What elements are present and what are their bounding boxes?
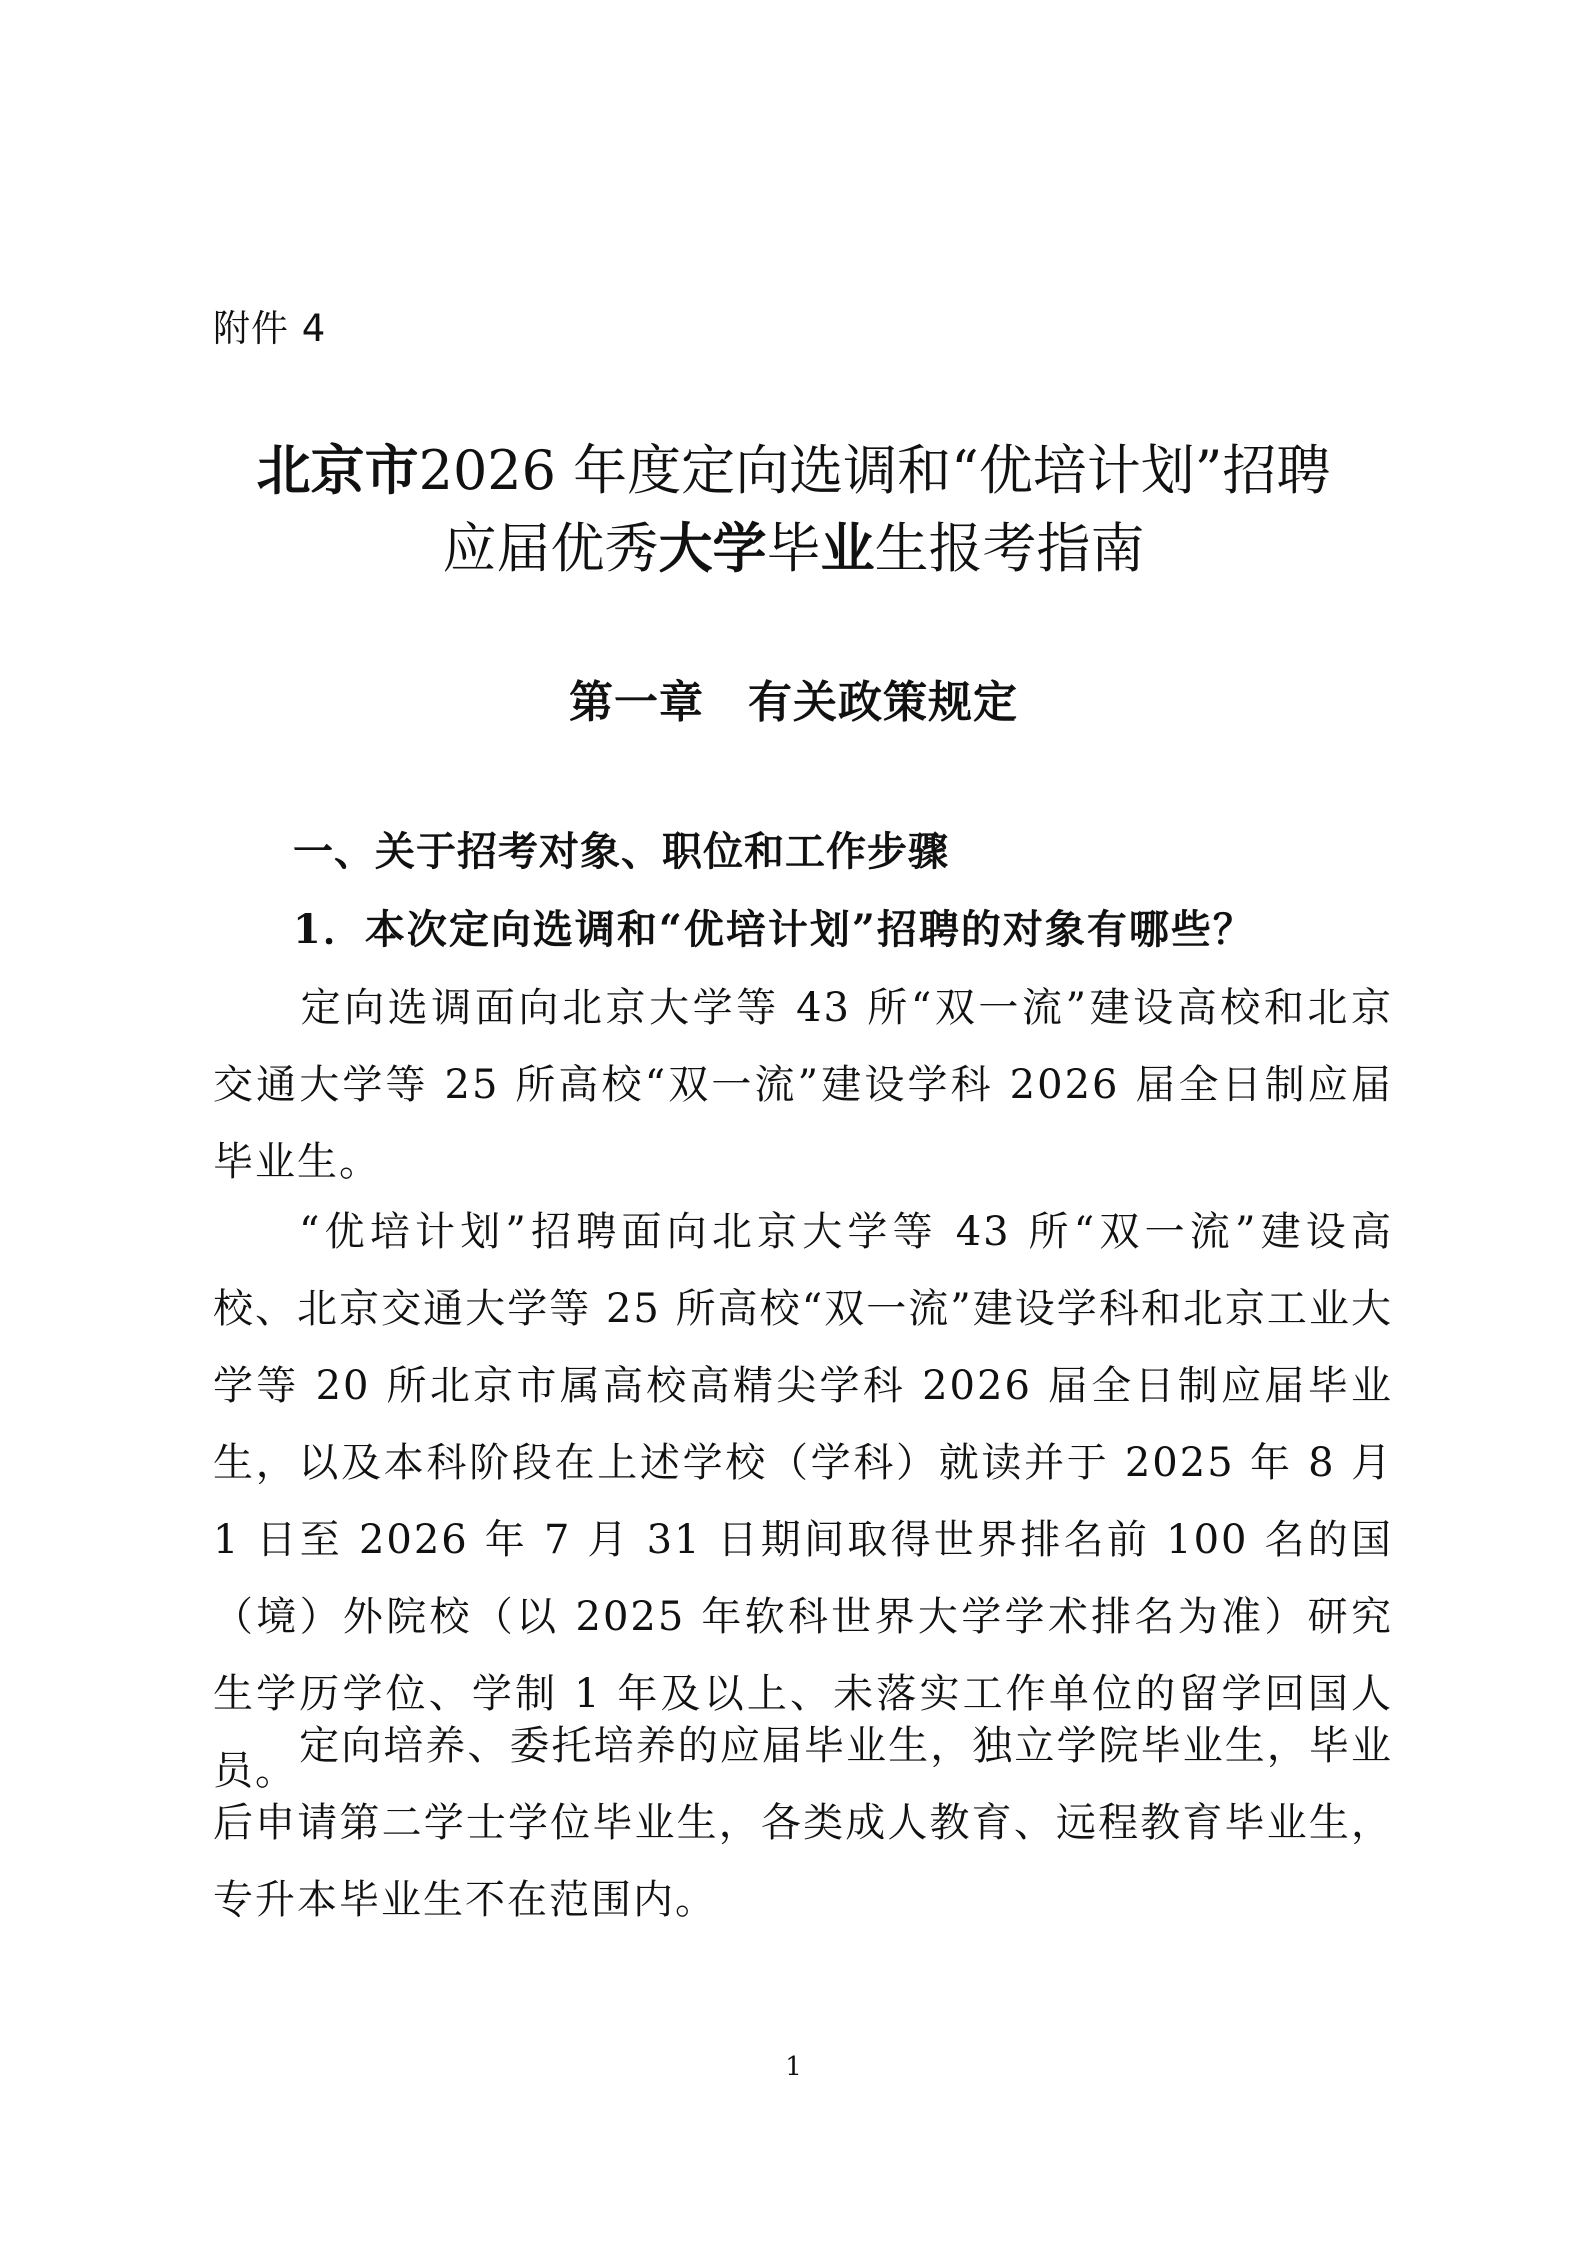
title-line-2-part-a: 应届优秀: [442, 517, 659, 580]
title-line-2-part-c: 生报考指南: [874, 517, 1145, 580]
attachment-label: 附件 4: [213, 307, 327, 350]
body-paragraph: [213, 970, 1393, 1201]
paragraph-text: “优培计划”招聘面向北京大学等 43 所“双一流”建设高校、北京交通大学等 25 所高校“双一流”建设学科和北京工业大学等 20 所北京市属高校高精尖学科 2026 届全日制应届毕业生，以及本科阶段在上述学校（学科）就读并于 2025 年 8 月 1 日至 2026 年 7 月 31 日期间取得世界排名前 100 名的国（境）外院校（以 2025 年软科世界大学学术排名为准）研究生学历学位、学制 1 年及以上、未落实工作单位的留学回国人员。: [213, 1209, 1393, 1794]
body-paragraph: [213, 1708, 1393, 1939]
paragraph-text: 定向培养、委托培养的应届毕业生，独立学院毕业生，毕业后申请第二学士学位毕业生，各类成人教育、远程教育毕业生，专升本毕业生不在范围内。: [213, 1723, 1393, 1923]
title-line-2-part-b: 毕: [766, 517, 821, 580]
title-line-1-rest: 2026 年度定向选调和“优培计划”招聘: [418, 439, 1331, 502]
chapter-name: 有关政策规定: [748, 677, 1018, 728]
question-heading: 1．本次定向选调和“优培计划”招聘的对象有哪些？: [293, 906, 1255, 953]
paragraph-text: 定向选调面向北京大学等 43 所“双一流”建设高校和北京交通大学等 25 所高校“双一流”建设学科 2026 届全日制应届毕业生。: [213, 985, 1393, 1185]
chapter-heading: [0, 666, 1587, 730]
title-bold-beijing: 北京市: [256, 439, 419, 502]
document-title-line-2: [0, 510, 1587, 588]
title-bold-ye: 业: [820, 517, 875, 580]
page-number: 1: [785, 2052, 802, 2082]
section-heading: 一、关于招考对象、职位和工作步骤: [293, 829, 949, 875]
title-bold-daxue: 大学: [658, 517, 767, 580]
chapter-number: 第一章: [569, 677, 704, 728]
document-title-line-1: [0, 432, 1587, 510]
